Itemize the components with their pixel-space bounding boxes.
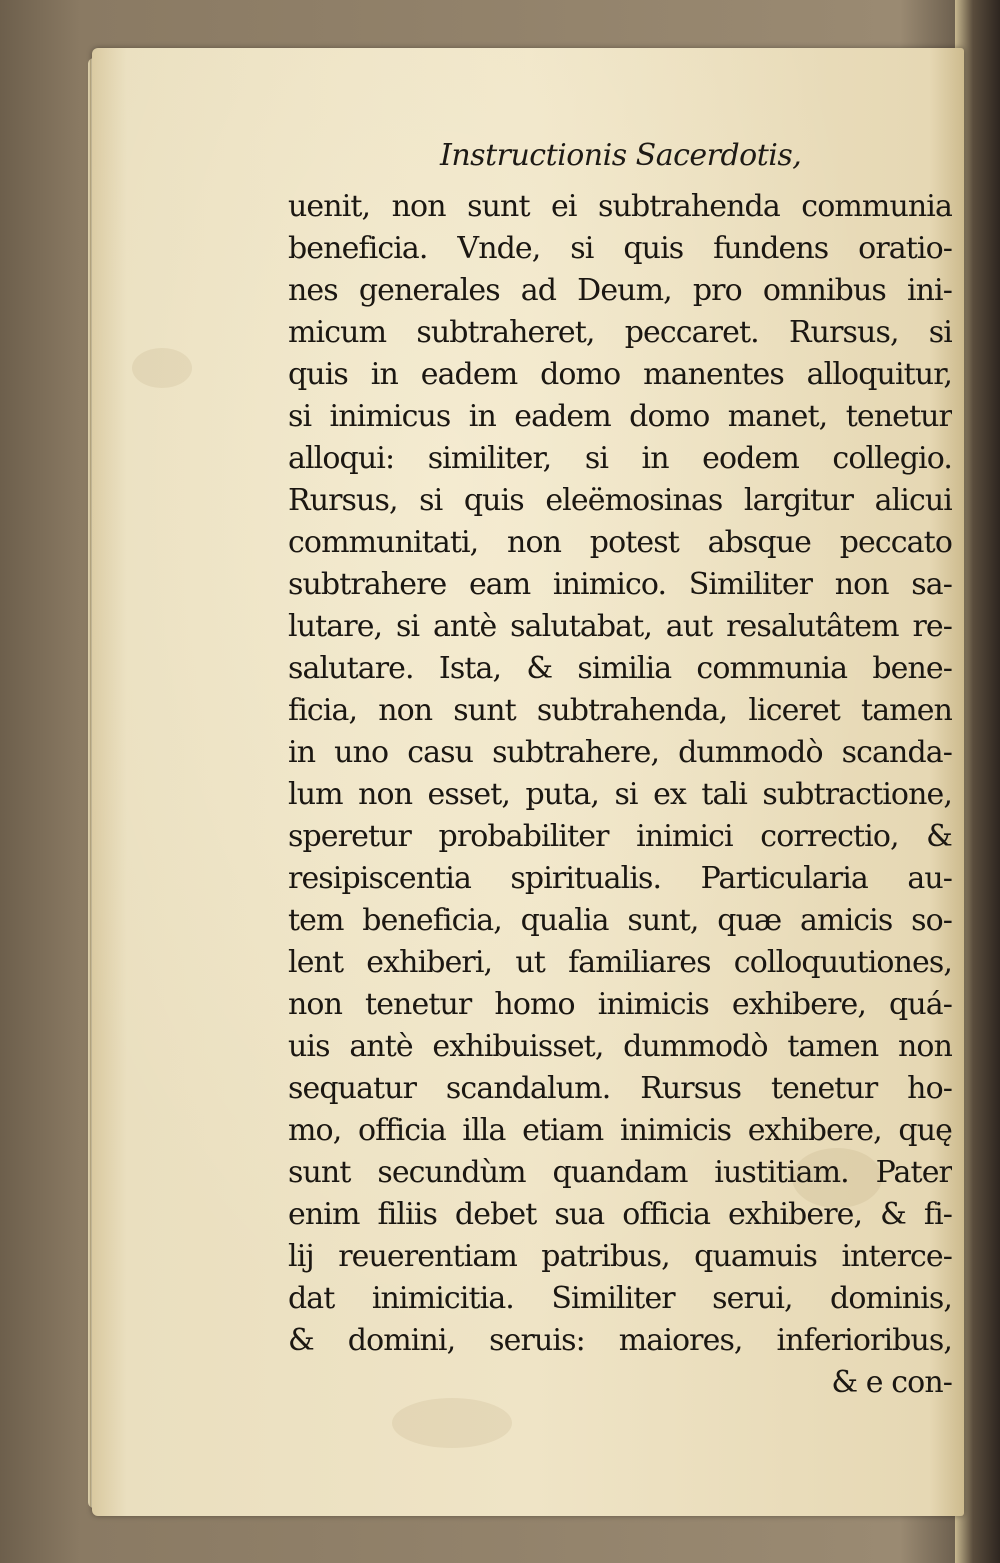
- text-line: beneficia. Vnde, si quis fundens oratio-: [288, 231, 952, 266]
- text-line: non tenetur homo inimicis exhibere, quá-: [288, 987, 952, 1022]
- text-line: subtrahere eam inimico. Similiter non sa-: [288, 567, 952, 602]
- text-line: enim filiis debet sua officia exhibere, & fi-: [288, 1197, 952, 1232]
- text-line: alloqui: similiter, si in eodem collegio.: [288, 441, 952, 476]
- text-line: micum subtraheret, peccaret. Rursus, si: [288, 315, 952, 350]
- running-header: Instructionis Sacerdotis,: [440, 138, 802, 173]
- text-line: resipiscentia spiritualis. Particularia au-: [288, 861, 952, 896]
- text-line: uenit, non sunt ei subtrahenda communia: [288, 189, 952, 224]
- text-line: lij reuerentiam patribus, quamuis interce-: [288, 1239, 952, 1274]
- text-line: communitati, non potest absque peccato: [288, 525, 952, 560]
- text-line: & domini, seruis: maiores, inferioribus,: [288, 1323, 952, 1358]
- text-line: tem beneficia, qualia sunt, quæ amicis so-: [288, 903, 952, 938]
- text-line: speretur probabiliter inimici correctio, &: [288, 819, 952, 854]
- text-line: uis antè exhibuisset, dummodò tamen non: [288, 1029, 952, 1064]
- body-text: [288, 186, 952, 1404]
- text-line: nes generales ad Deum, pro omnibus ini-: [288, 273, 952, 308]
- text-line: ficia, non sunt subtrahenda, liceret tamen: [288, 693, 952, 728]
- text-line: mo, officia illa etiam inimicis exhibere, quę: [288, 1113, 952, 1148]
- paper-stain: [392, 1398, 512, 1448]
- text-line: Rursus, si quis eleëmosinas largitur alicui: [288, 483, 952, 518]
- text-line: lum non esset, puta, si ex tali subtractione,: [288, 777, 952, 812]
- text-line: dat inimicitia. Similiter serui, dominis,: [288, 1281, 952, 1316]
- text-line: in uno casu subtrahere, dummodò scanda-: [288, 735, 952, 770]
- text-line: quis in eadem domo manentes alloquitur,: [288, 357, 952, 392]
- text-line: lent exhiberi, ut familiares colloquutiones,: [288, 945, 952, 980]
- text-line: sequatur scandalum. Rursus tenetur ho-: [288, 1071, 952, 1106]
- text-line: si inimicus in eadem domo manet, tenetur: [288, 399, 952, 434]
- text-line: lutare, si antè salutabat, aut resalutâtem re-: [288, 609, 952, 644]
- paper-stain: [132, 348, 192, 388]
- text-line: sunt secundùm quandam iustitiam. Pater: [288, 1155, 952, 1190]
- text-line: salutare. Ista, & similia communia bene-: [288, 651, 952, 686]
- catchword: & e con-: [831, 1365, 952, 1400]
